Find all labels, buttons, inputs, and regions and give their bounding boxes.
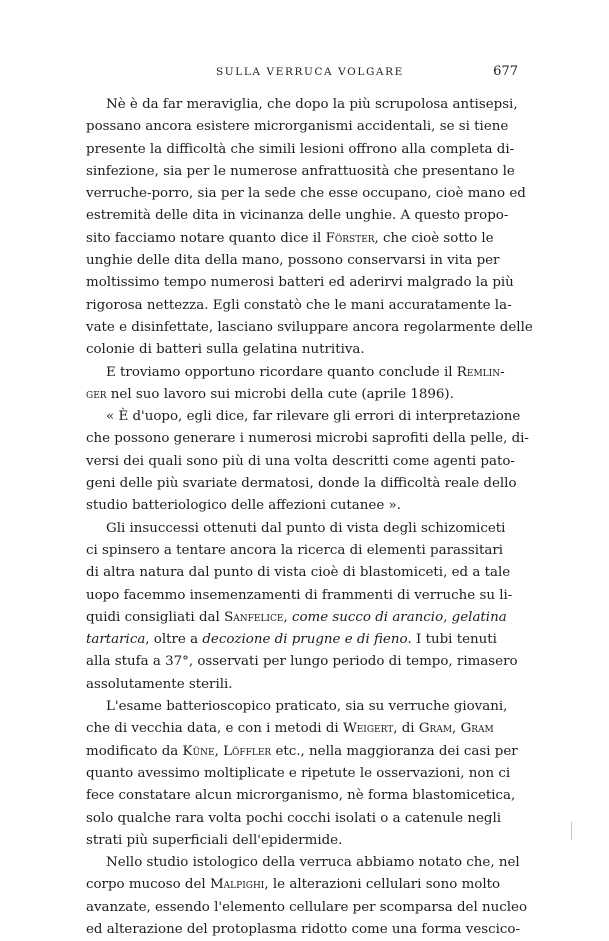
text-line: presente la difficoltà che simili lesioni offrono alla completa di- [86,141,515,157]
text-line: uopo facemmo insemenzamenti di frammenti di verruche su li- [86,587,513,603]
text-line: Gli insuccessi ottenuti dal punto di vista degli schizomiceti [106,520,506,536]
text-line: fece constatare alcun microrganismo, nè forma blastomicetica, [86,788,516,804]
text-line: colonie di batteri sulla gelatina nutritiva. [86,342,365,358]
text-line: possano ancora esistere microrganismi accidentali, se si tiene [86,119,509,135]
text-line: Nè è da far meraviglia, che dopo la più scrupolosa antisepsi, [106,97,518,112]
text-line: moltissimo tempo numerosi batteri ed aderirvi malgrado la più [86,275,514,291]
text-line: unghie delle dita della mano, possono conservarsi in vita per [86,253,500,269]
paragraph [86,518,516,696]
author-name: Remlin- [456,364,505,380]
text-line: ed alterazione del protoplasma ridotto come una forma vescico- [86,921,520,937]
text-line: strati più superficiali dell'epidermide. [86,832,343,848]
text-line: studio batteriologico delle affezioni cutanee ». [86,498,401,514]
author-name: ger [86,386,107,402]
scan-margin-mark [571,822,572,840]
text-line: versi dei quali sono più di una volta descritti come agenti pato- [86,453,515,469]
author-name: Gram [460,721,494,737]
paragraph [86,852,528,941]
text-line: E troviamo opportuno ricordare quanto conclude il Remlin- [106,364,505,380]
paragraph [86,94,533,362]
author-name: Förster [325,230,375,246]
text-line: L'esame batterioscopico praticato, sia su verruche giovani, [106,699,508,715]
text-line: rigorosa nettezza. Egli constatò che le mani accuratamente la- [86,297,512,313]
author-name: Sanfelice [224,609,284,625]
page-number: 677 [493,64,518,79]
text-line: ger nel suo lavoro sui microbi della cute (aprile 1896). [86,386,454,402]
text-line: che possono generare i numerosi microbi saprofiti della pelle, di- [86,431,529,447]
text-line: di altra natura dal punto di vista cioè di blastomiceti, ed a tale [86,565,511,581]
text-line: « È d'uopo, egli dice, far rilevare gli errori di interpretazione [106,409,521,425]
author-name: Küne [182,743,215,759]
author-name: Malpighi [209,877,265,893]
text-line: vate e disinfettate, lasciano sviluppare ancora regolarmente delle [86,319,533,335]
text-line: avanzate, essendo l'elemento cellulare per scomparsa del nucleo [86,899,528,915]
body-text [86,94,533,941]
author-name: Löffler [223,743,272,759]
running-title: SULLA VERRUCA VOLGARE [216,66,404,78]
page-header [90,64,520,82]
author-name: Weigert [342,721,394,737]
text-line: alla stufa a 37°, osservati per lungo periodo di tempo, rimasero [86,654,518,670]
text-line: sinfezione, sia per le numerose anfrattuosità che presentano le [86,163,515,179]
text-line: Nello studio istologico della verruca abbiamo notato che, nel [106,855,520,871]
paragraph [86,362,516,407]
text-line: tartarica, oltre a decozione di prugne e di fieno. I tubi tenuti [86,632,497,648]
text-line: quidi consigliati dal Sanfelice, come succo di arancio, gelatina [86,609,507,625]
text-line: solo qualche rara volta pochi cocchi isolati o a catenule negli [86,810,502,826]
text-line: quanto avessimo moltiplicate e ripetute le osservazioni, non ci [86,765,511,781]
text-line: geni delle più svariate dermatosi, donde la difficoltà reale dello [86,476,517,492]
quotation [86,406,529,517]
text-line: ci spinsero a tentare ancora la ricerca di elementi parassitari [86,542,504,558]
text-line: verruche-porro, sia per la sede che esse occupano, cioè mano ed [86,186,526,202]
text-line: che di vecchia data, e con i metodi di Weigert, di Gram, Gram [86,721,494,737]
text-line: corpo mucoso del Malpighi, le alterazioni cellulari sono molto [86,877,501,893]
text-line: sito facciamo notare quanto dice il Förster, che cioè sotto le [86,230,494,246]
text-line: modificato da Küne, Löffler etc., nella maggioranza dei casi per [86,743,518,759]
author-name: Gram [418,721,453,737]
paragraph [86,696,516,852]
text-line: assolutamente sterili. [86,676,233,692]
text-line: estremità delle dita in vicinanza delle unghie. A questo propo- [86,208,509,224]
